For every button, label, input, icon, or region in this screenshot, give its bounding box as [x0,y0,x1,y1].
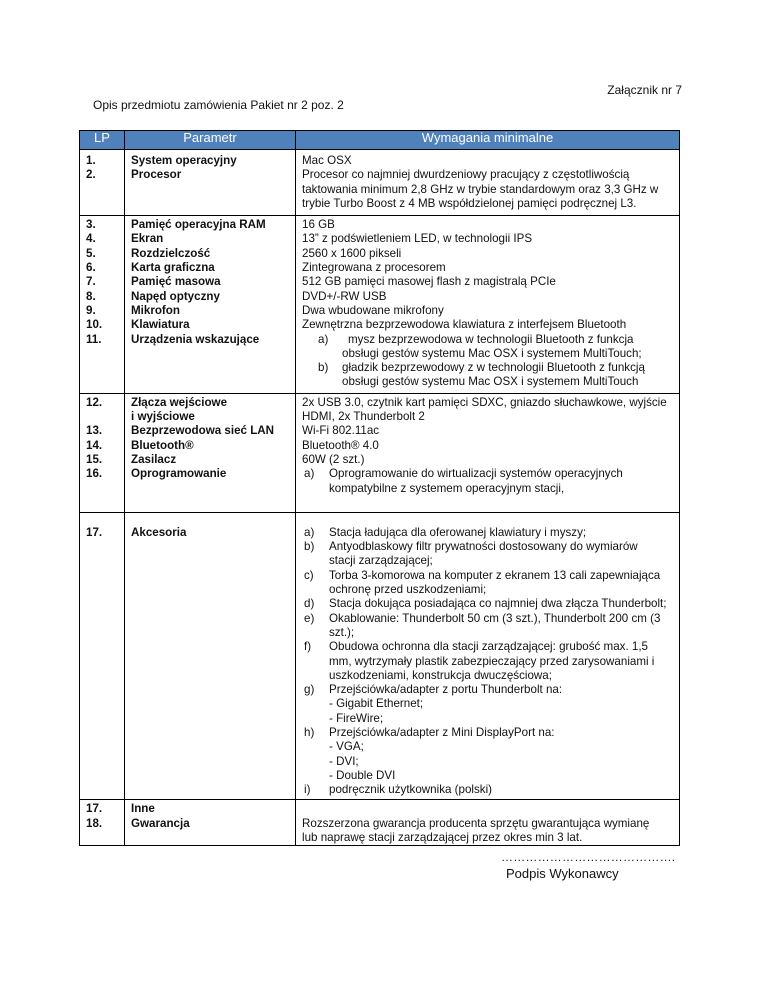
row-number: 1. [86,154,96,167]
list-item-text: podręcznik użytkownika (polski) [329,783,493,797]
list-item-text: Przejściówka/adapter z Mini DisplayPort na: [329,725,555,739]
table-row [80,800,680,846]
requirement-text: 60W (2 szt.) [302,452,365,466]
list-item [302,467,675,496]
list-item-text: gładzik bezprzewodowy z w technologii Bluetooth z funkcją [342,361,645,375]
list-item-text: mysz bezprzewodowa w technologii Bluetooth z funkcja [348,332,634,346]
row-number: 9. [86,303,96,317]
row-number: 2. [86,168,96,182]
list-marker: a) [304,467,315,481]
list-item-text: Torba 3-komorowa na komputer z ekranem 13 cali zapewniająca [329,568,661,582]
requirement-text: Bluetooth® 4.0 [302,438,379,452]
list-item-text: - Double DVI [329,768,396,782]
param-name: Urządzenia wskazujące [131,332,260,346]
signature-line: ……………………………………. [501,850,676,864]
row-number: 8. [86,289,96,303]
list-marker: c) [304,568,314,582]
requirement-text: Zintegrowana z procesorem [302,261,446,275]
row-number: 13. [86,424,103,438]
param-name: Złącza wejściowe [131,395,228,409]
requirement-text: Wi-Fi 802.11ac [302,424,380,438]
row-number: 16. [86,467,103,481]
list-item-text: Przejściówka/adapter z portu Thunderbolt na: [329,683,563,697]
list-marker: g) [304,683,315,697]
list-item-text: obsługi gestów systemu Mac OSX i systemem MultiTouch [342,375,639,389]
list-item-text: obsługi gestów systemu Mac OSX i systemem MultiTouch; [342,346,642,360]
row-number: 14. [86,438,103,452]
list-marker: i) [304,783,311,797]
list-item-text: - DVI; [329,754,359,768]
row-number: 6. [86,261,96,275]
row-number: 12. [86,395,103,409]
column-header-lp: LP [80,131,125,150]
requirement-text: Procesor co najmniej dwurdzeniowy pracujący z częstotliwością [302,168,630,182]
requirement-text: Rozszerzona gwarancja producenta sprzętu gwarantująca wymianę [302,816,650,830]
param-name: Ekran [131,232,164,246]
list-marker: h) [304,725,315,739]
list-marker: a) [304,525,315,539]
param-name: Bezprzewodowa sieć LAN [131,424,275,438]
list-item-text: Oprogramowanie do wirtualizacji systemów operacyjnych [329,467,623,481]
requirement-text: lub naprawę stacji zarządzającej przez okres min 3 lat. [302,831,583,845]
list-item-text: - FireWire; [329,711,384,725]
row-number: 5. [86,246,96,260]
requirement-text: 2560 x 1600 pikseli [302,246,402,260]
requirement-text: trybie Turbo Boost z 4 MB współdzielonej pamięci podręcznej L3. [302,196,637,210]
list-item-text: - VGA; [329,740,364,754]
row-number: 18. [86,816,103,830]
row-number [86,410,120,424]
list-item [302,597,675,611]
list-marker: b) [304,540,315,554]
param-name: Bluetooth® [131,438,194,452]
list-item [302,540,675,569]
list-item [302,361,675,390]
param-name: Zasilacz [131,452,177,466]
requirement-text [302,802,675,816]
param-name: Gwarancja [131,816,190,830]
list-item [302,569,675,598]
param-name: Pamięć masowa [131,275,221,289]
row-number: 17. [86,525,103,539]
requirement-text: 16 GB [302,218,335,232]
requirement-text: 512 GB pamięci masowej flash z magistralą PCIe [302,275,556,289]
requirement-text: Zewnętrzna bezprzewodowa klawiatura z interfejsem Bluetooth [302,318,627,332]
list-item [302,683,675,726]
list-marker: a) [318,332,329,346]
pointing-devices-list [302,333,675,390]
table-row [80,512,680,800]
list-item [302,726,675,783]
param-name: Pamięć operacyjna RAM [131,218,266,232]
param-name: System operacyjny [131,154,237,167]
requirement-text: Dwa wbudowane mikrofony [302,303,444,317]
document-subject: Opis przedmiotu zamówienia Pakiet nr 2 poz. 2 [93,98,344,112]
param-name: i wyjściowe [131,410,195,424]
row-number: 15. [86,452,103,466]
row-number: 10. [86,318,103,332]
param-name: Procesor [131,168,182,182]
column-header-req: Wymagania minimalne [296,131,680,150]
row-number: 17. [86,802,103,816]
requirement-text: HDMI, 2x Thunderbolt 2 [302,410,425,424]
table-row [80,150,680,216]
list-item-text: Antyodblaskowy filtr prywatności dostosowany do wymiarów [329,540,638,554]
list-item-text: - Gigabit Ethernet; [329,697,424,711]
attachment-number: Załącznik nr 7 [607,83,682,97]
param-name: Klawiatura [131,318,190,332]
signature-label: Podpis Wykonawcy [506,866,619,881]
list-item-text: Obudowa ochronna dla stacji zarządzającej: grubość max. 1,5 [329,640,649,654]
list-marker: f) [304,640,312,654]
list-item [302,612,675,641]
row-number: 4. [86,232,96,246]
list-item-text: uszkodzeniami, konstrukcja dwuczęściowa; [329,668,552,682]
requirements-table [79,130,680,846]
list-item-text: szt.); [329,625,355,639]
row-number: 7. [86,275,96,289]
param-name: Mikrofon [131,303,180,317]
list-marker: b) [318,361,329,375]
requirement-text: DVD+/-RW USB [302,289,387,303]
list-item-text: Okablowanie: Thunderbolt 50 cm (3 szt.), Thunderbolt 200 cm (3 [329,611,661,625]
column-header-param: Parametr [125,131,296,150]
param-name: Inne [131,802,155,816]
requirement-text: 13” z podświetleniem LED, w technologii IPS [302,232,533,246]
list-item-text: stacji zarządzającej; [329,554,433,568]
software-list [302,467,675,496]
param-name: Karta graficzna [131,261,215,275]
row-number: 11. [86,332,102,346]
row-number: 3. [86,218,96,232]
requirement-text: Mac OSX [302,154,352,167]
list-item-text: mm, wytrzymały plastik zabezpieczający przed zarysowaniami i [329,654,655,668]
list-item-text: ochronę przed uszkodzeniami; [329,583,487,597]
list-item [302,526,675,540]
param-name: Rozdzielczość [131,246,211,260]
list-item [302,640,675,683]
accessories-list [302,526,675,798]
list-item [302,783,675,797]
list-marker: e) [304,611,315,625]
list-item-text: Stacja dokująca posiadająca co najmniej dwa złącza Thunderbolt; [329,597,667,611]
requirement-text: taktowania minimum 2,8 GHz w trybie standardowym oraz 3,3 GHz w [302,182,659,196]
table-row [80,216,680,394]
list-item-text: kompatybilne z systemem operacyjnym stacji, [329,481,565,495]
param-name: Oprogramowanie [131,467,227,481]
param-name: Napęd optyczny [131,289,220,303]
table-row [80,393,680,512]
list-item [302,333,675,362]
list-marker: d) [304,597,315,611]
param-name: Akcesoria [131,525,187,539]
requirement-text: 2x USB 3.0, czytnik kart pamięci SDXC, gniazdo słuchawkowe, wyjście [302,395,667,409]
list-item-text: Stacja ładująca dla oferowanej klawiatury i myszy; [329,525,587,539]
